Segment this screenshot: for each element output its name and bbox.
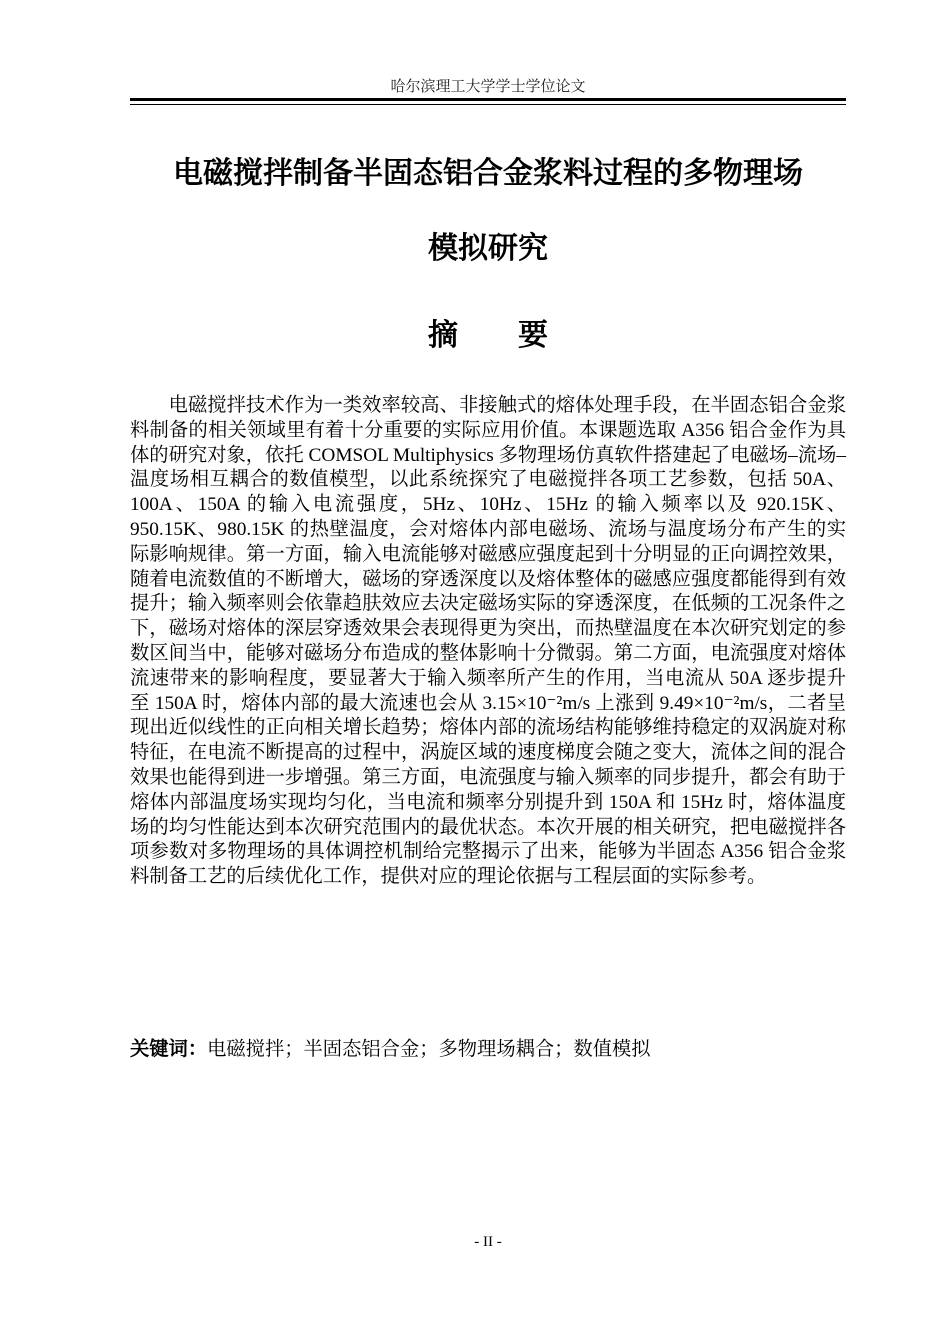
abstract-heading: 摘要 [428, 318, 608, 353]
thesis-title-line1: 电磁搅拌制备半固态铝合金浆料过程的多物理场 [173, 156, 803, 191]
running-header: 哈尔滨理工大学学士学位论文 [390, 79, 586, 95]
page-number: - II - [474, 1234, 502, 1250]
abstract-body: 电磁搅拌技术作为一类效率较高、非接触式的熔体处理手段，在半固态铝合金浆料制备的相关领域里有着十分重要的实际应用价值。本课题选取 A356 铝合金作为具体的研究对象，依托 COMSOL Multiphysics 多物理场仿真软件搭建起了电磁场–流场–温度场相互耦合的数值模型，以此系统探究了电磁搅拌各项工艺参数，包括 50A、100A、150A 的输入电流强度，5Hz、10Hz、15Hz 的输入频率以及 920.15K、950.15K、980.15K 的热壁温度，会对熔体内部电磁场、流场与温度场分布产生的实际影响规律。第一方面，输入电流能够对磁感应强度起到十分明显的正向调控效果，随着电流数值的不断增大，磁场的穿透深度以及熔体整体的磁感应强度都能得到有效提升；输入频率则会依靠趋肤效应去决定磁场实际的穿透深度，在低频的工况条件之下，磁场对熔体的深层穿透效果会表现得更为突出，而热壁温度在本次研究划定的参数区间当中，能够对磁场分布造成的整体影响十分微弱。第二方面，电流强度对熔体流速带来的影响程度，要显著大于输入频率所产生的作用，当电流从 50A 逐步提升至 150A 时，熔体内部的最大流速也会从 3.15×10⁻²m/s 上涨到 9.49×10⁻²m/s，二者呈现出近似线性的正向相关增长趋势；熔体内部的流场结构能够维持稳定的双涡旋对称特征，在电流不断提高的过程中，涡旋区域的速度梯度会随之变大，流体之间的混合效果也能得到进一步增强。第三方面，电流强度与输入频率的同步提升，都会有助于熔体内部温度场实现均匀化，当电流和频率分别提升到 150A 和 15Hz 时，熔体温度场的均匀性能达到本次研究范围内的最优状态。本次开展的相关研究，把电磁搅拌各项参数对多物理场的具体调控机制给完整揭示了出来，能够为半固态 A356 铝合金浆料制备工艺的后续优化工作，提供对应的理论依据与工程层面的实际参考。 [130, 395, 846, 888]
keywords-label: 关键词： [130, 1037, 208, 1060]
keywords-line [130, 1036, 846, 1063]
keywords-text: 电磁搅拌；半固态铝合金；多物理场耦合；数值模拟 [207, 1039, 651, 1060]
thesis-title-line2: 模拟研究 [428, 231, 548, 266]
header-rule [130, 98, 846, 101]
header-rule-thin [130, 104, 846, 105]
